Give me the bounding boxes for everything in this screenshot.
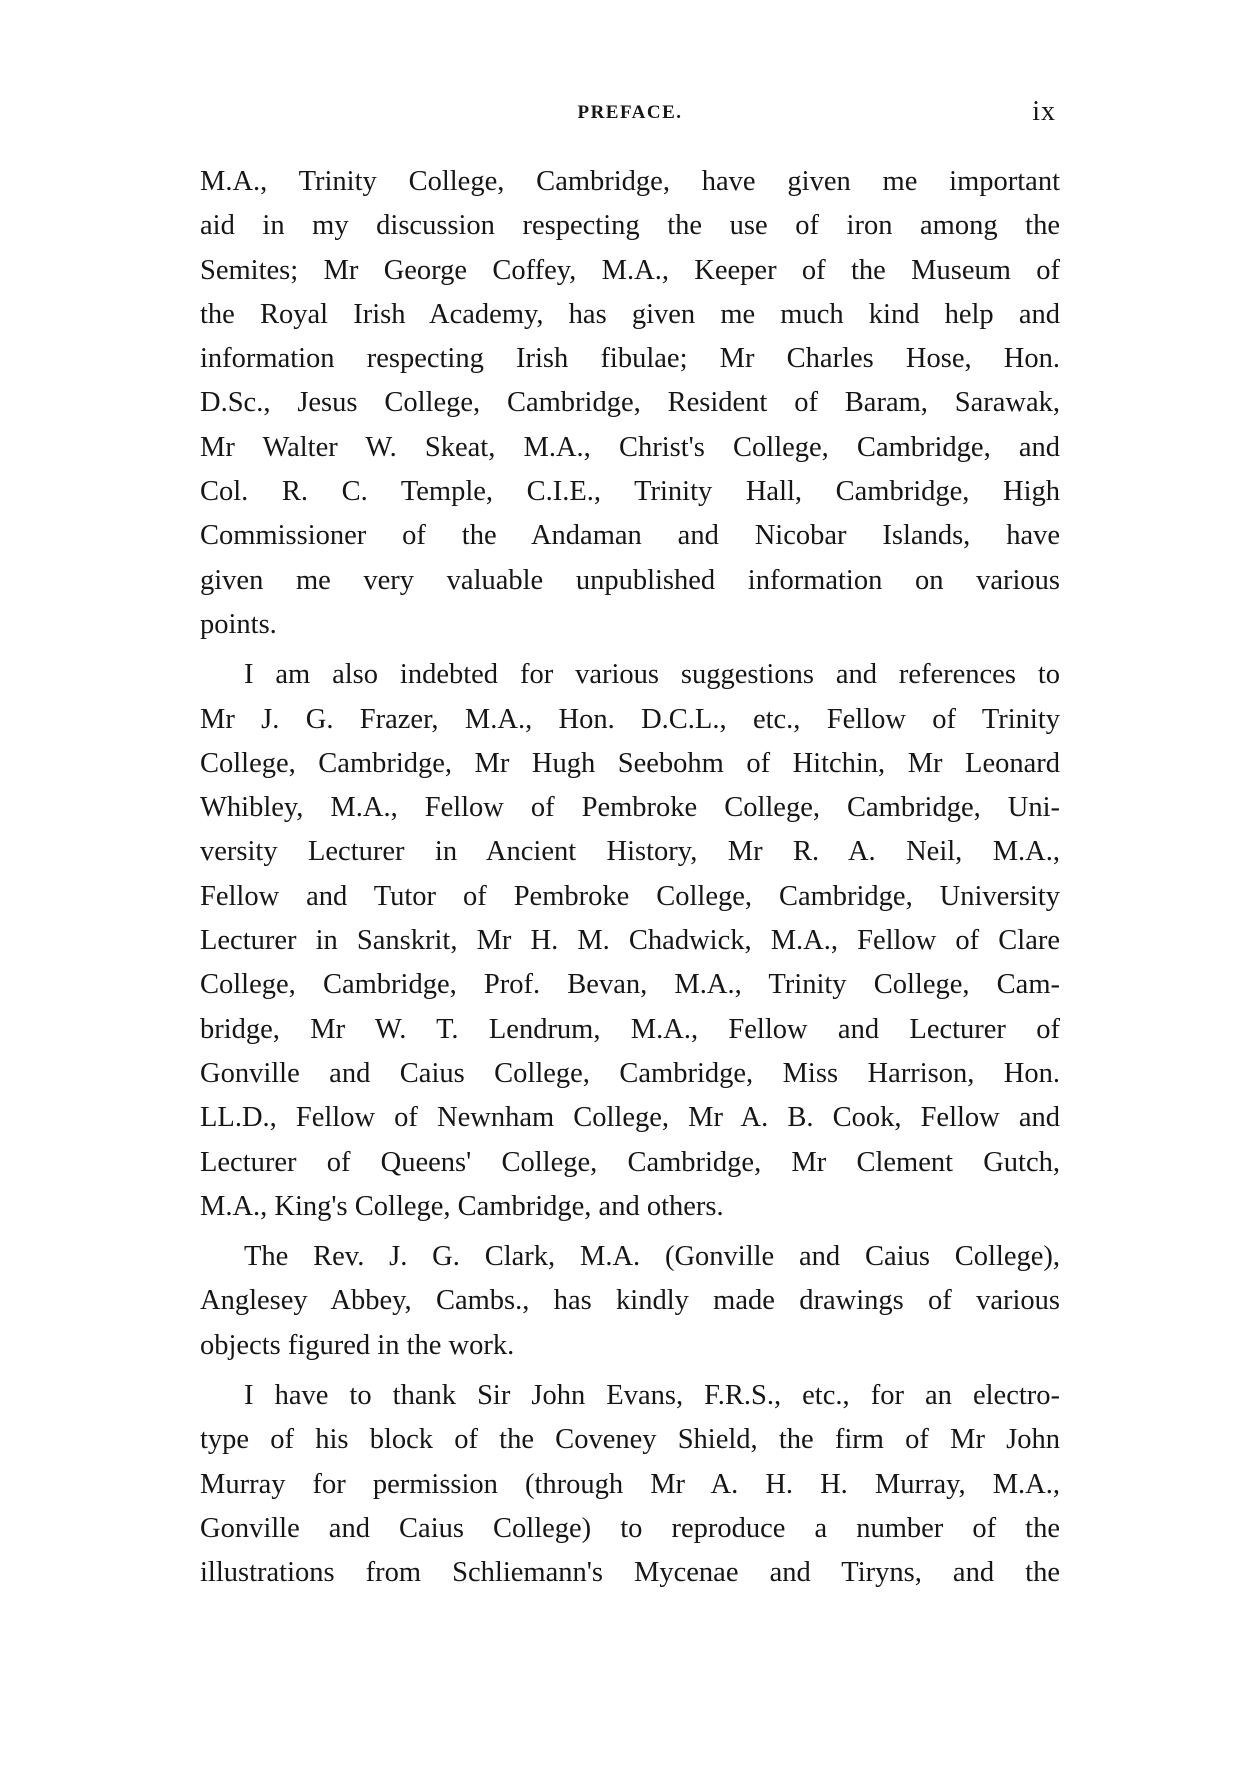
text-line: College, Cambridge, Prof. Bevan, M.A., Trinity College, Cam- <box>200 969 1060 1001</box>
text-line: I have to thank Sir John Evans, F.R.S., etc., for an electro- <box>244 1380 1060 1412</box>
text-line: Gonville and Caius College, Cambridge, Miss Harrison, Hon. <box>200 1057 1060 1089</box>
running-header <box>200 96 1060 136</box>
text-line: Lecturer of Queens' College, Cambridge, Mr Clement Gutch, <box>200 1146 1060 1178</box>
paragraph <box>200 1374 1060 1595</box>
paragraph <box>200 160 1060 647</box>
text-line: objects figured in the work. <box>200 1329 515 1361</box>
text-line: given me very valuable unpublished information on various <box>200 564 1060 596</box>
text-line: D.Sc., Jesus College, Cambridge, Resident of Baram, Sarawak, <box>200 387 1060 419</box>
text-line: Col. R. C. Temple, C.I.E., Trinity Hall, Cambridge, High <box>200 476 1060 508</box>
text-line: Commissioner of the Andaman and Nicobar Islands, have <box>200 520 1060 552</box>
text-line: College, Cambridge, Mr Hugh Seebohm of Hitchin, Mr Leonard <box>200 747 1060 779</box>
text-line: M.A., King's College, Cambridge, and others. <box>200 1190 724 1222</box>
text-line: Murray for permission (through Mr A. H. H. Murray, M.A., <box>200 1468 1060 1500</box>
text-line: information respecting Irish fibulae; Mr Charles Hose, Hon. <box>200 343 1060 375</box>
paragraph <box>200 653 1060 1229</box>
text-line: LL.D., Fellow of Newnham College, Mr A. B. Cook, Fellow and <box>200 1102 1060 1134</box>
text-line: Whibley, M.A., Fellow of Pembroke College, Cambridge, Uni- <box>200 792 1060 824</box>
paragraph <box>200 1235 1060 1368</box>
text-line: Mr Walter W. Skeat, M.A., Christ's College, Cambridge, and <box>200 431 1060 463</box>
text-line: Anglesey Abbey, Cambs., has kindly made drawings of various <box>200 1285 1060 1317</box>
text-line: points. <box>200 608 277 640</box>
text-line: I am also indebted for various suggestions and references to <box>244 659 1060 691</box>
text-line: Gonville and Caius College) to reproduce a number of the <box>200 1512 1060 1544</box>
text-line: illustrations from Schliemann's Mycenae and Tiryns, and the <box>200 1557 1060 1589</box>
text-line: M.A., Trinity College, Cambridge, have given me important <box>200 166 1060 197</box>
text-line: bridge, Mr W. T. Lendrum, M.A., Fellow and Lecturer of <box>200 1013 1060 1045</box>
text-line: aid in my discussion respecting the use of iron among the <box>200 210 1060 242</box>
text-line: type of his block of the Coveney Shield, the firm of Mr John <box>200 1424 1060 1456</box>
text-line: Semites; Mr George Coffey, M.A., Keeper of the Museum of <box>200 254 1060 286</box>
text-line: versity Lecturer in Ancient History, Mr R. A. Neil, M.A., <box>200 836 1060 868</box>
text-line: Fellow and Tutor of Pembroke College, Cambridge, University <box>200 880 1060 912</box>
text-line: The Rev. J. G. Clark, M.A. (Gonville and Caius College), <box>244 1241 1060 1273</box>
header-title: PREFACE. <box>577 102 683 123</box>
text-line: Mr J. G. Frazer, M.A., Hon. D.C.L., etc., Fellow of Trinity <box>200 703 1060 735</box>
page-number: ix <box>1032 96 1056 127</box>
text-body <box>200 160 1060 1596</box>
text-line: the Royal Irish Academy, has given me much kind help and <box>200 298 1060 330</box>
text-line: Lecturer in Sanskrit, Mr H. M. Chadwick, M.A., Fellow of Clare <box>200 925 1060 957</box>
